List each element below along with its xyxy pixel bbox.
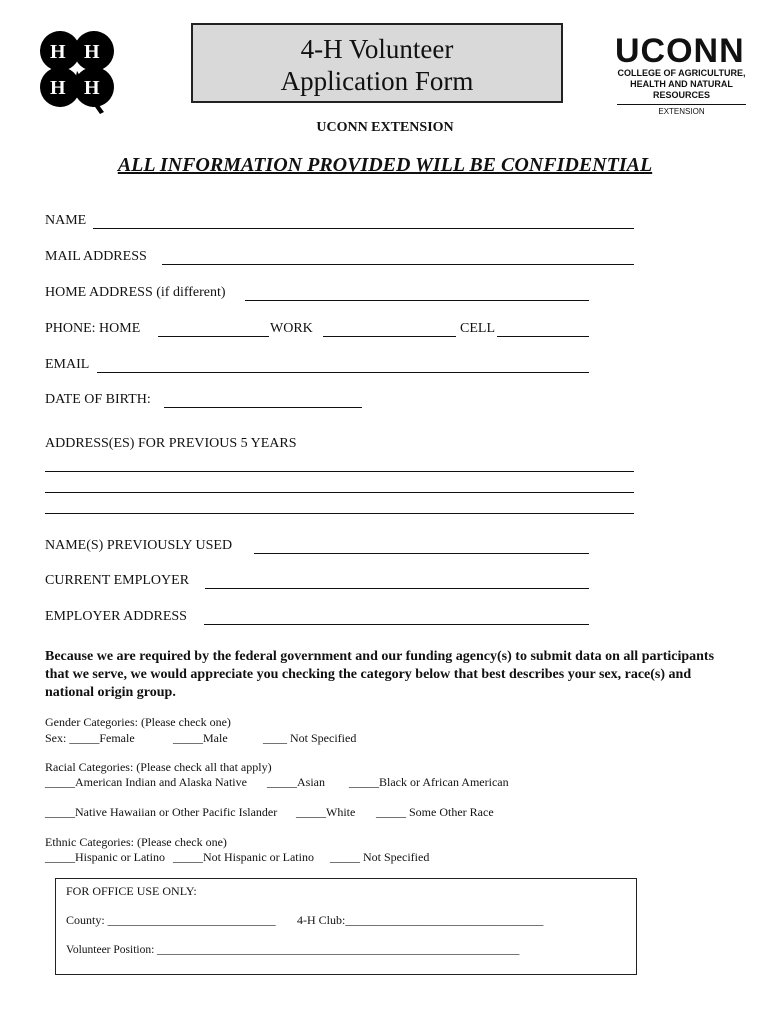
employer-field[interactable] [205, 588, 589, 589]
race-native-hawaiian-option[interactable]: _____Native Hawaiian or Other Pacific Islander [45, 805, 278, 819]
email-field[interactable] [97, 372, 589, 373]
home-address-label: HOME ADDRESS (if different) [45, 285, 226, 300]
ethnic-hispanic-option[interactable]: _____Hispanic or Latino [45, 850, 165, 864]
employer-address-label: EMPLOYER ADDRESS [45, 609, 187, 624]
home-address-field[interactable] [245, 300, 589, 301]
uconn-college-line2: HEALTH AND NATURAL [630, 79, 733, 89]
uconn-college-line3: RESOURCES [652, 90, 710, 100]
prev-names-field[interactable] [254, 553, 589, 554]
office-club-field[interactable]: 4-H Club:_________________________________ [297, 913, 544, 927]
race-white-option[interactable]: _____White [296, 805, 356, 819]
racial-heading: Racial Categories: (Please check all that apply) [45, 760, 272, 774]
office-county-field[interactable]: County: ____________________________ [66, 913, 276, 927]
ethnic-heading: Ethnic Categories: (Please check one) [45, 835, 227, 849]
uconn-college-line1: COLLEGE OF AGRICULTURE, [617, 68, 746, 78]
svg-text:H: H [84, 41, 100, 63]
name-field[interactable] [93, 228, 634, 229]
subtitle: UCONN EXTENSION [316, 120, 454, 135]
gender-female-option[interactable]: Sex: _____Female [45, 731, 135, 745]
uconn-wordmark: UCONN [615, 32, 745, 70]
demographics-notice: Because we are required by the federal government and our funding agency(s) to submit data on all participants that we serve, we would appreciate you checking the category below that best describes your sex, race(s) and national origin group. [45, 649, 715, 700]
prev-address-line-2[interactable] [45, 492, 634, 493]
phone-home-label: PHONE: HOME [45, 321, 141, 336]
phone-home-field[interactable] [158, 336, 269, 337]
svg-text:H: H [50, 41, 66, 63]
form-title-line1: 4-H Volunteer [300, 34, 454, 64]
svg-text:H: H [50, 77, 66, 99]
ethnic-not-specified-option[interactable]: _____ Not Specified [330, 850, 430, 864]
four-h-clover-logo [32, 26, 122, 114]
email-label: EMAIL [45, 357, 90, 372]
race-other-option[interactable]: _____ Some Other Race [376, 805, 494, 819]
svg-text:H: H [84, 77, 100, 99]
gender-male-option[interactable]: _____Male [173, 731, 228, 745]
name-label: NAME [45, 213, 87, 228]
race-american-indian-option[interactable]: _____American Indian and Alaska Native [45, 775, 247, 789]
prev-names-label: NAME(S) PREVIOUSLY USED [45, 538, 233, 553]
phone-work-label: WORK [270, 321, 313, 336]
race-black-option[interactable]: _____Black or African American [349, 775, 509, 789]
prev-address-line-3[interactable] [45, 513, 634, 514]
dob-field[interactable] [164, 407, 362, 408]
gender-heading: Gender Categories: (Please check one) [45, 715, 231, 729]
phone-cell-label: CELL [460, 321, 495, 336]
office-position-field[interactable]: Volunteer Position: _______________________________________________________________ [66, 944, 520, 956]
mail-address-label: MAIL ADDRESS [45, 249, 147, 264]
ethnic-not-hispanic-option[interactable]: _____Not Hispanic or Latino [173, 850, 314, 864]
race-asian-option[interactable]: _____Asian [267, 775, 325, 789]
office-heading: FOR OFFICE USE ONLY: [66, 884, 197, 898]
confidential-notice: ALL INFORMATION PROVIDED WILL BE CONFIDENTIAL [117, 154, 653, 176]
uconn-divider [617, 104, 746, 105]
phone-work-field[interactable] [323, 336, 456, 337]
employer-address-field[interactable] [204, 624, 589, 625]
mail-address-field[interactable] [162, 264, 634, 265]
form-title-line2: Application Form [280, 66, 474, 96]
phone-cell-field[interactable] [497, 336, 589, 337]
prev-address-line-1[interactable] [45, 471, 634, 472]
dob-label: DATE OF BIRTH: [45, 392, 151, 407]
employer-label: CURRENT EMPLOYER [45, 573, 190, 588]
uconn-unit: EXTENSION [658, 107, 705, 116]
uconn-logo [615, 34, 748, 116]
form-title-box [191, 23, 563, 103]
prev-addresses-label: ADDRESS(ES) FOR PREVIOUS 5 YEARS [45, 436, 297, 451]
gender-not-specified-option[interactable]: ____ Not Specified [263, 731, 357, 745]
